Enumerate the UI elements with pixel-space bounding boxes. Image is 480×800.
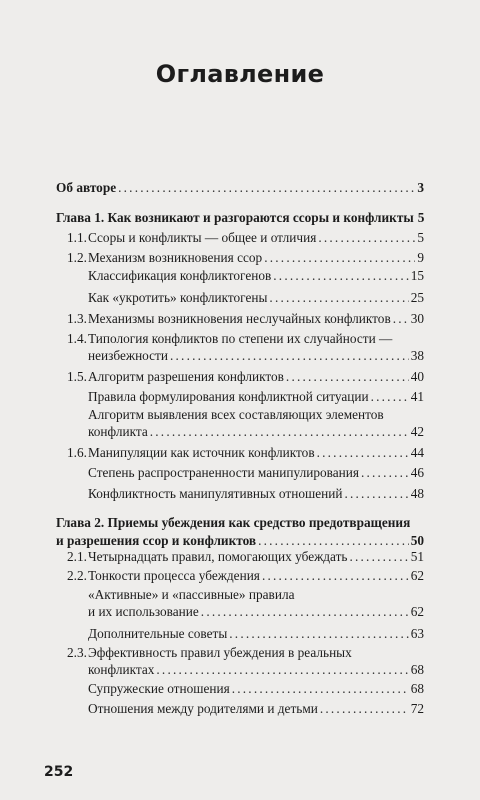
toc-entry-page: 41	[410, 389, 424, 404]
toc-entry-number: 1.1.	[67, 230, 87, 245]
dot-leader	[349, 549, 408, 565]
dot-leader	[318, 230, 415, 246]
dot-leader	[286, 369, 409, 385]
toc-entry-number: 2.1.	[67, 549, 87, 564]
toc-entry-page: 38	[410, 348, 424, 363]
toc-entry-page: 48	[410, 486, 424, 501]
toc-entry-number: 1.2.	[67, 250, 87, 265]
toc-entry-title: Ссоры и конфликты — общее и отличия	[88, 230, 317, 245]
toc-entry-number: 2.3.	[67, 645, 87, 660]
dot-leader	[320, 701, 409, 717]
toc-entry-title: Классификация конфликтогенов	[88, 268, 272, 283]
dot-leader	[156, 662, 408, 678]
toc-entry-title: конфликтах	[88, 662, 155, 677]
toc-entry-page: 62	[410, 568, 424, 583]
dot-leader	[258, 533, 409, 549]
toc-entry-title: Тонкости процесса убеждения	[88, 568, 260, 583]
page-number: 252	[44, 764, 74, 780]
toc-entry-title-line: Глава 2. Приемы убеждения как средство предотвращения	[56, 515, 411, 530]
toc-entry-page: 5	[417, 210, 425, 225]
dot-leader	[371, 389, 409, 405]
toc-entry-title-line: «Активные» и «пассивные» правила	[88, 587, 295, 602]
toc-entry-title: Алгоритм разрешения конфликтов	[88, 369, 284, 384]
toc-entry-title-line: Типология конфликтов по степени их случайности —	[88, 331, 393, 346]
toc-entry-title: Дополнительные советы	[88, 626, 228, 641]
toc-entry-page: 25	[410, 290, 424, 305]
toc-entry-title: Отношения между родителями и детьми	[88, 701, 318, 716]
toc-entry-page: 68	[410, 662, 424, 677]
toc-entry-page: 68	[410, 681, 424, 696]
toc-entry-title: Четырнадцать правил, помогающих убеждать	[88, 549, 348, 564]
toc-entry-title: Конфликтность манипулятивных отношений	[88, 486, 343, 501]
toc-entry-page: 44	[410, 445, 424, 460]
dot-leader	[150, 424, 409, 440]
dot-leader	[393, 311, 409, 327]
toc-entry-page: 30	[410, 311, 424, 326]
dot-leader	[344, 486, 408, 502]
toc-entry-title-line: Алгоритм выявления всех составляющих элементов	[88, 407, 384, 422]
toc-entry-page: 3	[417, 180, 424, 195]
toc-entry-page: 46	[410, 465, 424, 480]
dot-leader	[273, 268, 408, 284]
dot-leader	[232, 681, 409, 697]
toc-entry-title: Правила формулирования конфликтной ситуации	[88, 389, 369, 404]
dot-leader	[269, 290, 408, 306]
toc-entry-title: и их использование	[88, 604, 199, 619]
toc-entry-number: 1.6.	[67, 445, 87, 460]
toc-entry-number: 1.3.	[67, 311, 87, 326]
dot-leader	[262, 568, 409, 584]
toc-entry-title: Об авторе	[56, 180, 117, 195]
dot-leader	[170, 348, 409, 364]
toc-entry-title: Механизм возникновения ссор	[88, 250, 263, 265]
toc-entry-page: 72	[410, 701, 424, 716]
dot-leader	[229, 626, 408, 642]
toc-entry-title: и разрешения ссор и конфликтов	[56, 533, 257, 548]
toc-entry-number: 1.4.	[67, 331, 87, 346]
toc-entry-title-line: Эффективность правил убеждения в реальных	[88, 645, 352, 660]
dot-leader	[264, 250, 415, 266]
toc-entry-title: Супружеские отношения	[88, 681, 230, 696]
toc-entry-page: 5	[417, 230, 424, 245]
toc-entry-title: Механизмы возникновения неслучайных конфликтов	[88, 311, 391, 326]
toc-entry-number: 2.2.	[67, 568, 87, 583]
toc-entry-page: 63	[410, 626, 424, 641]
dot-leader	[317, 445, 409, 461]
toc-entry-page: 40	[410, 369, 424, 384]
toc-entry-number: 1.5.	[67, 369, 87, 384]
toc-entry-title: конфликта	[88, 424, 148, 439]
toc-entry-page: 50	[410, 533, 424, 548]
toc-entry-title: Глава 1. Как возникают и разгораются ссоры и конфликты	[56, 210, 414, 225]
toc-entry-page: 9	[417, 250, 424, 265]
dot-leader	[118, 180, 415, 196]
page-title: Оглавление	[155, 60, 325, 88]
toc-entry-title: неизбежности	[88, 348, 168, 363]
dot-leader	[201, 604, 409, 620]
toc-entry-page: 51	[410, 549, 424, 564]
toc-entry-page: 42	[410, 424, 424, 439]
toc-entry-title: Степень распространенности манипулирования	[88, 465, 359, 480]
toc-entry-page: 62	[410, 604, 424, 619]
toc-entry-page: 15	[410, 268, 424, 283]
toc-entry-title: Как «укротить» конфликтогены	[88, 290, 268, 305]
toc-entry-title: Манипуляции как источник конфликтов	[88, 445, 315, 460]
dot-leader	[361, 465, 409, 481]
